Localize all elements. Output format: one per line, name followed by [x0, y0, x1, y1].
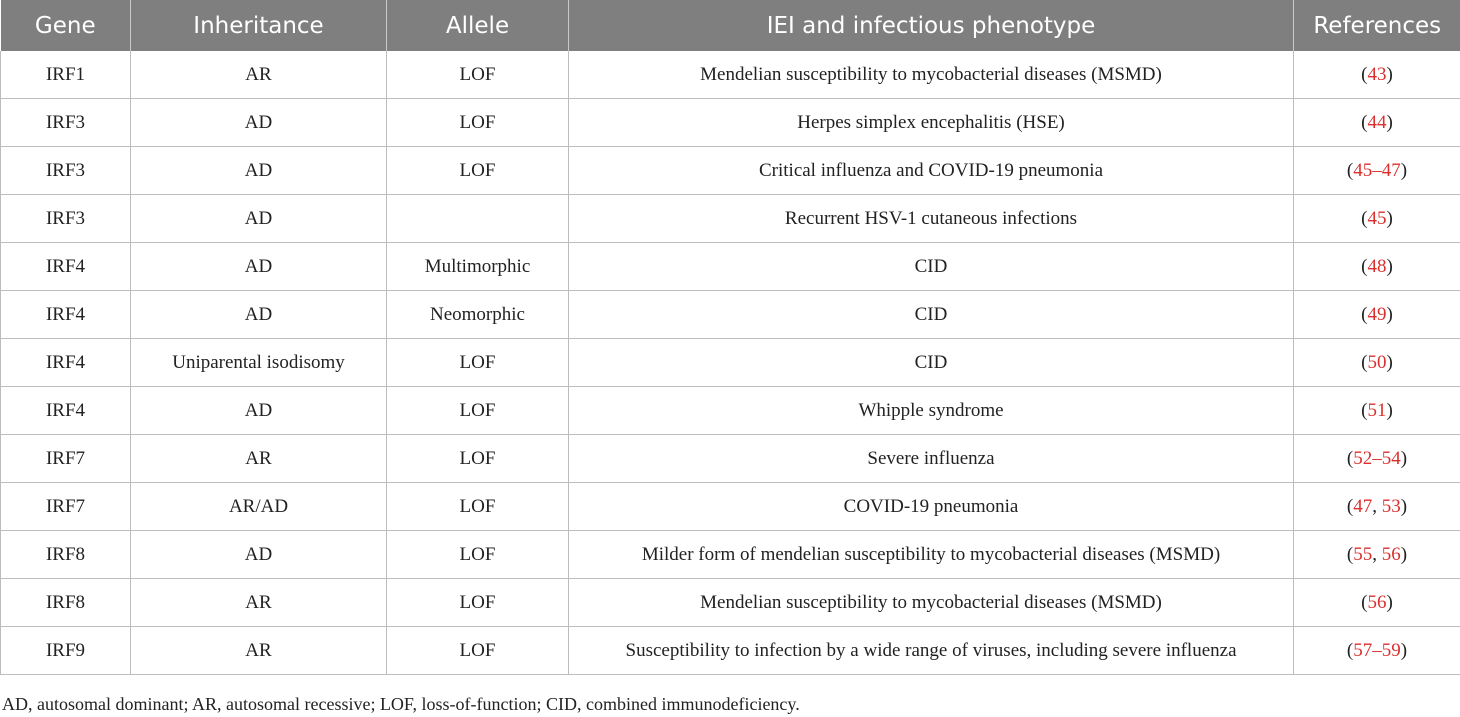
table-footnote: AD, autosomal dominant; AR, autosomal recessive; LOF, loss-of-function; CID, combined immunodeficiency.: [2, 694, 800, 714]
table-row: [1, 435, 1460, 483]
cell-phenotype: Milder form of mendelian susceptibility to mycobacterial diseases (MSMD): [569, 531, 1294, 579]
cell-inheritance: AR: [131, 51, 387, 99]
cell-allele: Multimorphic: [387, 243, 569, 291]
cell-allele: Neomorphic: [387, 291, 569, 339]
reference-link[interactable]: 47: [1353, 495, 1373, 517]
cell-phenotype: Critical influenza and COVID-19 pneumonia: [569, 147, 1294, 195]
reference-link[interactable]: 45: [1367, 207, 1387, 229]
cell-references: (43): [1294, 51, 1460, 99]
cell-gene: IRF4: [1, 291, 131, 339]
cell-inheritance: AD: [131, 291, 387, 339]
table-row: [1, 291, 1460, 339]
reference-link[interactable]: 44: [1367, 111, 1387, 133]
cell-allele: LOF: [387, 387, 569, 435]
table-row: [1, 627, 1460, 675]
cell-allele: LOF: [387, 339, 569, 387]
cell-allele: LOF: [387, 483, 569, 531]
cell-gene: IRF3: [1, 147, 131, 195]
cell-references: (45–47): [1294, 147, 1460, 195]
table-row: [1, 387, 1460, 435]
cell-phenotype: CID: [569, 243, 1294, 291]
cell-inheritance: AD: [131, 99, 387, 147]
table-body: [1, 51, 1460, 675]
reference-link[interactable]: 45–47: [1353, 159, 1401, 181]
header-gene: Gene: [1, 0, 131, 51]
cell-phenotype: Recurrent HSV-1 cutaneous infections: [569, 195, 1294, 243]
cell-inheritance: AR: [131, 579, 387, 627]
header-inheritance: Inheritance: [131, 0, 387, 51]
cell-phenotype: Mendelian susceptibility to mycobacterial diseases (MSMD): [569, 579, 1294, 627]
cell-gene: IRF8: [1, 531, 131, 579]
cell-gene: IRF4: [1, 387, 131, 435]
cell-inheritance: AD: [131, 195, 387, 243]
cell-gene: IRF3: [1, 195, 131, 243]
table-row: [1, 483, 1460, 531]
reference-link[interactable]: 52–54: [1353, 447, 1401, 469]
reference-link[interactable]: 48: [1367, 255, 1387, 277]
reference-link[interactable]: 51: [1367, 399, 1387, 421]
reference-link[interactable]: 56: [1367, 591, 1387, 613]
reference-link[interactable]: 43: [1367, 63, 1387, 85]
cell-inheritance: Uniparental isodisomy: [131, 339, 387, 387]
table-header: [1, 0, 1460, 51]
cell-references: (45): [1294, 195, 1460, 243]
cell-phenotype: Whipple syndrome: [569, 387, 1294, 435]
cell-inheritance: AR: [131, 627, 387, 675]
cell-gene: IRF7: [1, 483, 131, 531]
cell-references: (50): [1294, 339, 1460, 387]
cell-references: (49): [1294, 291, 1460, 339]
cell-allele: LOF: [387, 147, 569, 195]
cell-allele: LOF: [387, 627, 569, 675]
table-row: [1, 339, 1460, 387]
cell-references: (55, 56): [1294, 531, 1460, 579]
cell-allele: [387, 195, 569, 243]
header-phenotype: IEI and infectious phenotype: [569, 0, 1294, 51]
cell-phenotype: CID: [569, 339, 1294, 387]
table-row: [1, 147, 1460, 195]
table-row: [1, 243, 1460, 291]
reference-link[interactable]: 55: [1353, 543, 1373, 565]
cell-gene: IRF9: [1, 627, 131, 675]
cell-phenotype: Mendelian susceptibility to mycobacterial diseases (MSMD): [569, 51, 1294, 99]
cell-inheritance: AD: [131, 147, 387, 195]
cell-allele: LOF: [387, 531, 569, 579]
cell-gene: IRF4: [1, 243, 131, 291]
cell-gene: IRF8: [1, 579, 131, 627]
cell-phenotype: Severe influenza: [569, 435, 1294, 483]
cell-references: (51): [1294, 387, 1460, 435]
reference-link[interactable]: 53: [1381, 495, 1401, 517]
table-row: [1, 579, 1460, 627]
table-row: [1, 531, 1460, 579]
cell-references: (44): [1294, 99, 1460, 147]
cell-phenotype: CID: [569, 291, 1294, 339]
header-references: References: [1294, 0, 1460, 51]
cell-inheritance: AR: [131, 435, 387, 483]
cell-references: (57–59): [1294, 627, 1460, 675]
header-row: [1, 0, 1460, 51]
cell-references: (52–54): [1294, 435, 1460, 483]
cell-allele: LOF: [387, 99, 569, 147]
cell-phenotype: Herpes simplex encephalitis (HSE): [569, 99, 1294, 147]
cell-inheritance: AD: [131, 387, 387, 435]
header-allele: Allele: [387, 0, 569, 51]
cell-allele: LOF: [387, 51, 569, 99]
cell-references: (48): [1294, 243, 1460, 291]
cell-references: (56): [1294, 579, 1460, 627]
cell-phenotype: Susceptibility to infection by a wide range of viruses, including severe influenza: [569, 627, 1294, 675]
cell-gene: IRF3: [1, 99, 131, 147]
reference-link[interactable]: 57–59: [1353, 639, 1401, 661]
reference-link[interactable]: 50: [1367, 351, 1387, 373]
cell-gene: IRF4: [1, 339, 131, 387]
table-row: [1, 51, 1460, 99]
table-row: [1, 195, 1460, 243]
cell-gene: IRF1: [1, 51, 131, 99]
table-row: [1, 99, 1460, 147]
cell-phenotype: COVID-19 pneumonia: [569, 483, 1294, 531]
cell-references: (47, 53): [1294, 483, 1460, 531]
reference-link[interactable]: 49: [1367, 303, 1387, 325]
cell-inheritance: AD: [131, 243, 387, 291]
reference-link[interactable]: 56: [1381, 543, 1401, 565]
cell-inheritance: AD: [131, 531, 387, 579]
cell-allele: LOF: [387, 435, 569, 483]
cell-inheritance: AR/AD: [131, 483, 387, 531]
cell-allele: LOF: [387, 579, 569, 627]
cell-gene: IRF7: [1, 435, 131, 483]
